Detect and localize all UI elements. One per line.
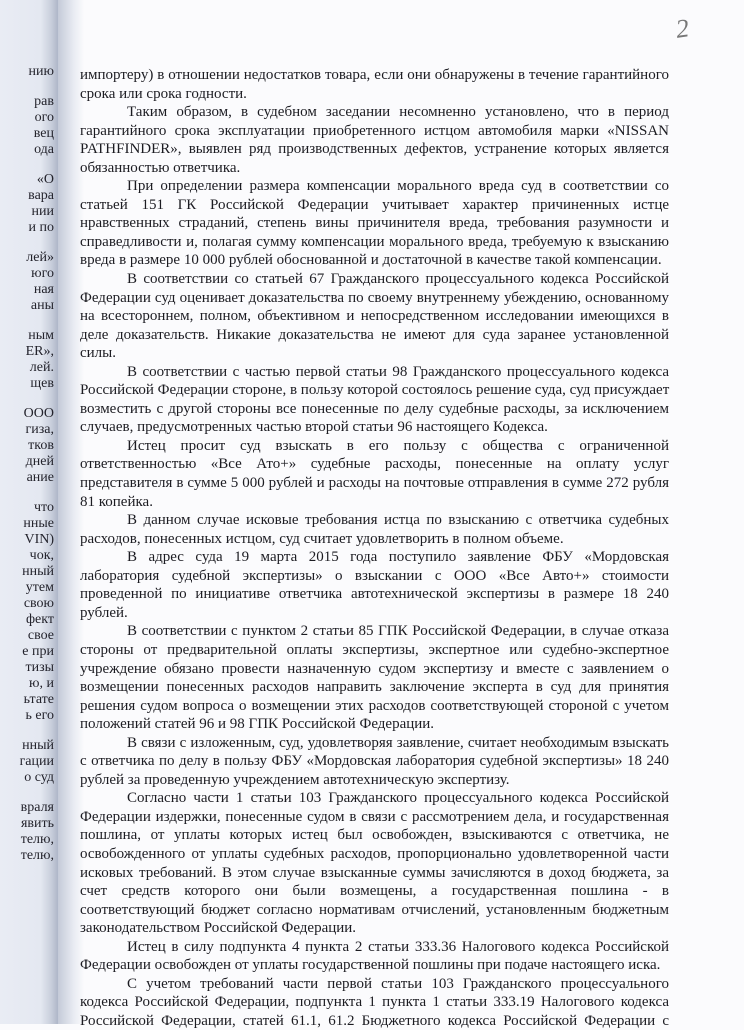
previous-page-fragment: нный [22, 738, 54, 753]
previous-page-fragment: телю, [20, 832, 54, 847]
text-line: справедливости и, полагая сумму компенсации морального вреда, требуемую к взысканию [80, 233, 669, 250]
previous-page-fragment: тизы [25, 660, 54, 675]
text-line: решения судом вопроса о возмещении этих расходов соответствующей стороной с учетом [80, 697, 669, 714]
text-line: соответствующий бюджет согласно нормативам отчислений, установленным бюджетным [80, 901, 669, 918]
previous-page-fragment: ю, и [29, 676, 54, 691]
text-line: статьей 151 ГК Российской Федерации учитывает характер причиненных истце [80, 196, 669, 213]
handwritten-page-number: 2 [673, 13, 691, 44]
previous-page-fragment: лей. [29, 360, 54, 375]
text-line: вреда в размере 10 000 рублей обоснованной и достаточной в качестве такой компенсации. [80, 252, 662, 269]
text-line: рублей за проведенную учреждением автотехническую экспертизу. [80, 771, 510, 788]
text-line: PATHFINDER», выявлен ряд производственных дефектов, устранение которых является [80, 141, 669, 158]
previous-page-fragment: нию [28, 64, 54, 79]
text-line: В данном случае исковые требования истца по взысканию с ответчика судебных [127, 512, 669, 529]
previous-page-fragments [0, 0, 54, 1024]
text-line: законодательством Российской Федерации. [80, 920, 357, 937]
text-line: Истец в силу подпункта 4 пункта 2 статьи 333.36 Налогового кодекса Российской [127, 938, 669, 955]
text-line: возместить с другой стороны все понесенные по делу судебные расходы, за исключением [80, 400, 669, 417]
text-line: Федерации суд оценивает доказательства по своему внутреннему убеждению, основанному [80, 289, 669, 306]
previous-page-fragment: VIN) [24, 532, 54, 547]
previous-page-fragment: тков [28, 438, 54, 453]
text-line: В связи с изложенным, суд, удовлетворяя заявление, считает необходимым взыскать [127, 734, 669, 751]
previous-page-fragment: свое [27, 628, 54, 643]
text-line: 81 копейка. [80, 493, 153, 510]
text-line: нравственных страданий, степень вины причинителя вреда, требования разумности и [80, 215, 669, 232]
text-line: срока или срока годности. [80, 85, 247, 102]
text-line: Российской Федерации, статей 61.1, 61.2 Бюджетного кодекса Российской Федерации с [80, 1012, 669, 1029]
text-line: расходов, понесенных истцом, суд считает удовлетворить в полном объеме. [80, 530, 564, 547]
previous-page-fragment: юго [31, 266, 54, 281]
text-line: представителя в сумме 5 000 рублей и расходы на почтовые отправления в сумме 272 рубля [80, 475, 669, 492]
previous-page-fragment: чок, [29, 548, 54, 563]
previous-page-fragment: вец [33, 126, 54, 141]
text-line: Российской Федерации стороне, в пользу которой состоялось решение суда, суд присуждает [80, 382, 670, 399]
previous-page-fragment: фект [25, 612, 54, 627]
paragraph [80, 789, 669, 937]
text-line: деле доказательств. Никакие доказательства не имеют для суда заранее установленной [80, 326, 669, 343]
previous-page-fragment: «О [36, 172, 54, 187]
text-line: кодекса Российской Федерации, подпункта 1 пункта 1 статьи 333.19 Налогового кодекса [80, 994, 669, 1011]
previous-page-fragment: щев [30, 376, 54, 391]
paragraph [80, 975, 669, 1030]
previous-page-fragment: ная [33, 282, 54, 297]
paragraph [80, 363, 669, 437]
previous-page-fragment: рав [34, 94, 54, 109]
paragraph [80, 437, 669, 511]
previous-page-fragment: ER», [25, 344, 54, 359]
paragraph [80, 548, 669, 622]
text-line: Федерации освобожден от уплаты государственной пошлины при подаче настоящего иска. [80, 957, 661, 974]
previous-page-fragment: и по [28, 220, 54, 235]
previous-page-fragment: е при [22, 644, 54, 659]
paragraph [80, 103, 669, 177]
text-line: пошлина, от уплаты которых истец был освобожден, взыскиваются с ответчика, не [80, 827, 669, 844]
previous-page-fragment: свою [23, 596, 54, 611]
previous-page-fragment: нный [22, 564, 54, 579]
text-line: освобожденного от уплаты судебных расходов, пропорционально удовлетворенной части [80, 845, 669, 862]
previous-page-fragment: телю, [20, 848, 54, 863]
text-line: импортеру) в отношении недостатков товара, если они обнаружены в течение гарантийного [80, 67, 669, 83]
previous-page-fragment: нные [23, 516, 54, 531]
text-line: с ответчика по делу в пользу ФБУ «Мордовская лаборатория судебной экспертизы» 18 240 [80, 753, 669, 770]
text-line: ответственностью «Все Ато+» судебные расходы, понесенные на оплату услуг [80, 456, 669, 473]
text-line: счет средств которого они были возмещены, а государственная пошлина - в [80, 883, 669, 900]
previous-page-fragment: явить [20, 816, 54, 831]
previous-page-fragment: дней [25, 454, 54, 469]
previous-page-fragment: ь его [25, 708, 54, 723]
text-line: С учетом требований части первой статьи 103 Гражданского процессуального [127, 975, 669, 992]
previous-page-fragment: ого [34, 110, 54, 125]
paragraph [80, 734, 669, 790]
previous-page-fragment: ным [28, 328, 54, 343]
text-line: проведенной по инициативе ответчика автотехнической экспертизы в размере 18 240 [80, 586, 669, 603]
previous-page-fragment: лей» [26, 250, 54, 265]
text-line: случаев, предусмотренных частью второй статьи 96 настоящего Кодекса. [80, 419, 548, 436]
previous-page-fragment: ода [34, 142, 54, 157]
text-line: В соответствии с частью первой статьи 98 Гражданского процессуального кодекса [127, 363, 669, 380]
previous-page-fragment: вара [28, 188, 54, 203]
paragraph [80, 511, 669, 548]
paragraph [80, 622, 669, 733]
text-line: Таким образом, в судебном заседании несомненно установлено, что в период [127, 104, 669, 121]
previous-page-fragment: гации [19, 754, 54, 769]
paragraph [80, 66, 669, 103]
text-line: Истец просит суд взыскать в его пользу с общества с ограниченной [127, 437, 669, 454]
paragraph [80, 938, 669, 975]
text-line: В адрес суда 19 марта 2015 года поступило заявление ФБУ «Мордовская [127, 549, 669, 566]
text-line: возмещении понесенных расходов направить заключение эксперта в суд для принятия [80, 679, 669, 696]
paragraph [80, 270, 669, 363]
text-line: рублей. [80, 604, 128, 621]
text-line: В соответствии с пунктом 2 статьи 85 ГПК Российской Федерации, в случае отказа [127, 623, 669, 640]
text-line: Федерации издержки, понесенные судом в связи с рассмотрением дела, и государственная [80, 808, 669, 825]
text-line: силы. [80, 345, 116, 362]
previous-page-fragment: враля [20, 800, 54, 815]
previous-page-fragment: ьтате [23, 692, 54, 707]
paragraph [80, 177, 669, 270]
text-line: положений статей 96 и 98 ГПК Российской Федерации. [80, 716, 435, 733]
previous-page-fragment: что [34, 500, 54, 515]
previous-page-fragment: утем [25, 580, 54, 595]
text-line: исковых требований. В этом случае взысканные суммы зачисляются в доход бюджета, за [80, 864, 669, 881]
text-line: учреждение обязано провести назначенную судом экспертизу и вместе с заявлением о [80, 660, 669, 677]
text-line: В соответствии со статьей 67 Гражданского процессуального кодекса Российской [127, 271, 669, 288]
text-line: стороны от предварительной оплаты экспертизы, экспертное или судебно-экспертное [80, 641, 669, 658]
text-line: лаборатория судебной экспертизы» о взыскании с ООО «Все Авто+» стоимости [80, 567, 669, 584]
text-line: на всестороннем, полном, объективном и непосредственном исследовании имеющихся в [80, 308, 669, 325]
previous-page-fragment: гиза, [25, 422, 54, 437]
previous-page-fragment: ООО [23, 406, 54, 421]
text-line: обязанностью ответчика. [80, 159, 241, 176]
text-line: Согласно части 1 статьи 103 Гражданского процессуального кодекса Российской [127, 790, 669, 807]
previous-page-fragment: нии [31, 204, 54, 219]
previous-page-fragment: аны [30, 298, 54, 313]
document-body [80, 66, 669, 1030]
previous-page-fragment: о суд [24, 770, 54, 785]
text-line: гарантийного срока эксплуатации приобретенного истцом автомобиля марки «NISSAN [80, 122, 669, 139]
text-line: При определении размера компенсации морального вреда суд в соответствии со [127, 178, 669, 195]
previous-page-fragment: ание [26, 470, 54, 485]
